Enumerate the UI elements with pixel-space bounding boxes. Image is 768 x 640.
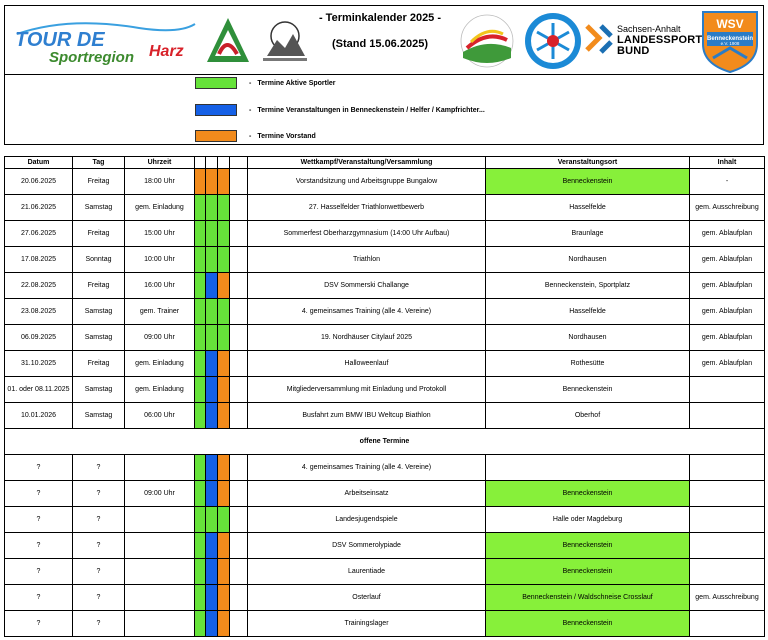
table-row — [5, 247, 765, 273]
cell-color-2 — [206, 507, 218, 533]
legend-item-aktive — [195, 77, 336, 89]
cell-spacer — [230, 351, 248, 377]
cell-uhrzeit: gem. Einladung — [125, 195, 195, 221]
cell-ort: Rothesütte — [486, 351, 690, 377]
table-row — [5, 559, 765, 585]
cell-spacer — [230, 481, 248, 507]
cell-color-3 — [218, 351, 230, 377]
cell-event: DSV Sommerolypiade — [248, 533, 486, 559]
cell-tag: Samstag — [73, 325, 125, 351]
cell-event: Trainingslager — [248, 611, 486, 637]
cell-event: Halloweenlauf — [248, 351, 486, 377]
cell-inhalt: - — [690, 169, 765, 195]
cell-uhrzeit: gem. Einladung — [125, 351, 195, 377]
cell-color-3 — [218, 403, 230, 429]
cell-datum: 31.10.2025 — [5, 351, 73, 377]
landessportbund-logo — [583, 22, 615, 56]
cell-uhrzeit: 18:00 Uhr — [125, 169, 195, 195]
cell-ort: Oberhof — [486, 403, 690, 429]
cell-datum: 23.08.2025 — [5, 299, 73, 325]
cell-uhrzeit: 10:00 Uhr — [125, 247, 195, 273]
col-header-datum: Datum — [5, 157, 73, 169]
cell-spacer — [230, 585, 248, 611]
cell-tag: ? — [73, 585, 125, 611]
table-row — [5, 533, 765, 559]
legend — [4, 75, 764, 145]
cell-color-1 — [195, 273, 206, 299]
table-body — [5, 169, 765, 637]
stand-date: (Stand 15.06.2025) — [332, 38, 428, 50]
cell-spacer — [230, 169, 248, 195]
table-row — [5, 169, 765, 195]
cell-tag: Samstag — [73, 377, 125, 403]
table-row — [5, 221, 765, 247]
cell-uhrzeit — [125, 455, 195, 481]
col-header-color-3 — [218, 157, 230, 169]
legend-dash: - — [249, 106, 252, 114]
cell-color-1 — [195, 325, 206, 351]
cell-ort: Halle oder Magdeburg — [486, 507, 690, 533]
cell-color-2 — [206, 169, 218, 195]
cell-event: 19. Nordhäuser Citylauf 2025 — [248, 325, 486, 351]
cell-color-2 — [206, 585, 218, 611]
cell-inhalt: gem. Ablaufplan — [690, 247, 765, 273]
cell-event: Triathlon — [248, 247, 486, 273]
cell-tag: Samstag — [73, 403, 125, 429]
cell-inhalt: gem. Ablaufplan — [690, 221, 765, 247]
cell-color-1 — [195, 611, 206, 637]
cell-spacer — [230, 221, 248, 247]
cell-inhalt — [690, 533, 765, 559]
cell-uhrzeit: gem. Einladung — [125, 377, 195, 403]
cell-color-2 — [206, 299, 218, 325]
cell-color-1 — [195, 533, 206, 559]
cell-color-3 — [218, 273, 230, 299]
tour-logo-text-2: Sportregion — [49, 49, 134, 66]
col-header-spacer — [230, 157, 248, 169]
cell-datum: ? — [5, 507, 73, 533]
table-row — [5, 377, 765, 403]
legend-label: Termine Veranstaltungen in Benneckenstein / Helfer / Kampfrichter... — [257, 106, 485, 114]
cell-inhalt: gem. Ablaufplan — [690, 351, 765, 377]
table-row — [5, 325, 765, 351]
cell-event: Sommerfest Oberharzgymnasium (14:00 Uhr Aufbau) — [248, 221, 486, 247]
cell-tag: ? — [73, 533, 125, 559]
cell-spacer — [230, 403, 248, 429]
wsv-shield-logo — [699, 8, 761, 74]
cell-ort: Benneckenstein — [486, 377, 690, 403]
cell-color-1 — [195, 585, 206, 611]
cell-color-1 — [195, 403, 206, 429]
cell-tag: Freitag — [73, 273, 125, 299]
table-row — [5, 351, 765, 377]
cell-event: DSV Sommerski Challange — [248, 273, 486, 299]
sv-triangle-logo — [205, 16, 251, 66]
table-row — [5, 299, 765, 325]
wsv-logo-text-1: WSV — [716, 17, 744, 31]
cell-color-3 — [218, 247, 230, 273]
cell-spacer — [230, 611, 248, 637]
cell-color-1 — [195, 195, 206, 221]
cell-color-1 — [195, 507, 206, 533]
cell-tag: Freitag — [73, 169, 125, 195]
cell-color-2 — [206, 455, 218, 481]
cell-spacer — [230, 299, 248, 325]
wsv-logo-text-2: Benneckenstein — [706, 36, 754, 42]
cell-uhrzeit: 15:00 Uhr — [125, 221, 195, 247]
cell-datum: ? — [5, 611, 73, 637]
cell-spacer — [230, 247, 248, 273]
cell-uhrzeit — [125, 533, 195, 559]
cell-tag: Freitag — [73, 221, 125, 247]
cell-color-2 — [206, 403, 218, 429]
table-row — [5, 273, 765, 299]
table-row — [5, 507, 765, 533]
cell-ort: Benneckenstein — [486, 559, 690, 585]
cell-color-1 — [195, 559, 206, 585]
cell-color-1 — [195, 247, 206, 273]
wsv-logo-text-3: e.V. 1908 — [720, 41, 740, 46]
cell-ort: Benneckenstein, Sportplatz — [486, 273, 690, 299]
cell-color-1 — [195, 299, 206, 325]
tour-logo-text-3: Harz — [149, 43, 184, 60]
cell-tag: Freitag — [73, 351, 125, 377]
cell-event: Landesjugendspiele — [248, 507, 486, 533]
cell-color-3 — [218, 533, 230, 559]
tour-de-harz-logo — [9, 12, 199, 68]
cell-tag: Samstag — [73, 299, 125, 325]
legend-swatch-orange — [195, 130, 237, 142]
cell-color-3 — [218, 195, 230, 221]
cell-datum: ? — [5, 455, 73, 481]
table-row — [5, 611, 765, 637]
cell-inhalt — [690, 611, 765, 637]
cell-spacer — [230, 195, 248, 221]
cell-event: 27. Hasselfelder Triathlonwettbewerb — [248, 195, 486, 221]
cell-color-2 — [206, 325, 218, 351]
table-row — [5, 585, 765, 611]
landessportbund-text — [617, 24, 702, 57]
cell-color-3 — [218, 585, 230, 611]
cell-inhalt — [690, 559, 765, 585]
col-header-event: Wettkampf/Veranstaltung/Versammlung — [248, 157, 486, 169]
cell-color-3 — [218, 221, 230, 247]
cell-ort: Braunlage — [486, 221, 690, 247]
cell-uhrzeit — [125, 585, 195, 611]
cell-spacer — [230, 559, 248, 585]
cell-datum: ? — [5, 533, 73, 559]
cell-color-2 — [206, 559, 218, 585]
cell-event: 4. gemeinsames Training (alle 4. Vereine) — [248, 299, 486, 325]
legend-item-veranstaltungen — [195, 104, 485, 116]
cell-color-3 — [218, 377, 230, 403]
col-header-inhalt: Inhalt — [690, 157, 765, 169]
cell-datum: 01. oder 08.11.2025 — [5, 377, 73, 403]
cell-inhalt — [690, 377, 765, 403]
cell-color-2 — [206, 533, 218, 559]
cell-ort: Hasselfelde — [486, 195, 690, 221]
col-header-uhrzeit: Uhrzeit — [125, 157, 195, 169]
cell-inhalt — [690, 481, 765, 507]
table-row — [5, 195, 765, 221]
cell-ort: Benneckenstein — [486, 481, 690, 507]
cell-uhrzeit: 06:00 Uhr — [125, 403, 195, 429]
cell-ort: Benneckenstein — [486, 533, 690, 559]
cell-color-2 — [206, 377, 218, 403]
cell-color-2 — [206, 611, 218, 637]
cell-color-3 — [218, 507, 230, 533]
calendar-table — [4, 156, 765, 637]
cell-uhrzeit: 16:00 Uhr — [125, 273, 195, 299]
cell-tag: Samstag — [73, 195, 125, 221]
cell-spacer — [230, 325, 248, 351]
cell-event: Laurentiade — [248, 559, 486, 585]
cell-ort: Nordhausen — [486, 247, 690, 273]
cell-ort: Benneckenstein — [486, 611, 690, 637]
cell-color-2 — [206, 221, 218, 247]
cell-tag: ? — [73, 481, 125, 507]
cell-color-3 — [218, 611, 230, 637]
cell-ort: Benneckenstein — [486, 169, 690, 195]
cell-event: Mitgliederversammlung mit Einladung und Protokoll — [248, 377, 486, 403]
col-header-tag: Tag — [73, 157, 125, 169]
cell-inhalt — [690, 507, 765, 533]
cell-tag: ? — [73, 507, 125, 533]
cell-ort — [486, 455, 690, 481]
cell-inhalt — [690, 403, 765, 429]
table-row — [5, 481, 765, 507]
cell-color-3 — [218, 455, 230, 481]
cell-datum: 21.06.2025 — [5, 195, 73, 221]
cell-color-3 — [218, 559, 230, 585]
cell-color-1 — [195, 221, 206, 247]
cell-spacer — [230, 533, 248, 559]
legend-label: Termine Aktive Sportler — [257, 79, 336, 87]
cell-color-2 — [206, 481, 218, 507]
cell-datum: ? — [5, 585, 73, 611]
ski-association-logo — [523, 10, 583, 72]
lsb-line-1: Sachsen-Anhalt — [617, 24, 681, 34]
cell-color-3 — [218, 299, 230, 325]
cell-color-2 — [206, 273, 218, 299]
cell-spacer — [230, 455, 248, 481]
cell-event: Vorstandsitzung und Arbeitsgruppe Bungalow — [248, 169, 486, 195]
lsb-line-2: LANDESSPORT — [617, 34, 703, 46]
cell-inhalt: gem. Ausschreibung — [690, 195, 765, 221]
cell-datum: 27.06.2025 — [5, 221, 73, 247]
col-header-color-2 — [206, 157, 218, 169]
cell-tag: ? — [73, 559, 125, 585]
cell-color-2 — [206, 247, 218, 273]
cell-uhrzeit — [125, 611, 195, 637]
cell-color-1 — [195, 169, 206, 195]
cell-color-3 — [218, 169, 230, 195]
table-header-row — [5, 157, 765, 169]
legend-dash: - — [249, 79, 252, 87]
cell-event: 4. gemeinsames Training (alle 4. Vereine) — [248, 455, 486, 481]
cell-color-2 — [206, 195, 218, 221]
table-row — [5, 403, 765, 429]
cell-event: Osterlauf — [248, 585, 486, 611]
cell-tag: Sonntag — [73, 247, 125, 273]
cell-color-1 — [195, 481, 206, 507]
cell-datum: ? — [5, 481, 73, 507]
col-header-color-1 — [195, 157, 206, 169]
header-banner — [4, 5, 764, 75]
legend-item-vorstand — [195, 130, 316, 142]
cell-inhalt: gem. Ausschreibung — [690, 585, 765, 611]
cell-uhrzeit — [125, 559, 195, 585]
cell-ort: Hasselfelde — [486, 299, 690, 325]
legend-label: Termine Vorstand — [257, 132, 316, 140]
cell-color-1 — [195, 351, 206, 377]
cell-uhrzeit: 09:00 Uhr — [125, 325, 195, 351]
cell-spacer — [230, 507, 248, 533]
cell-uhrzeit: 09:00 Uhr — [125, 481, 195, 507]
cell-color-1 — [195, 455, 206, 481]
cell-color-1 — [195, 377, 206, 403]
table-row — [5, 455, 765, 481]
cell-datum: 22.08.2025 — [5, 273, 73, 299]
cell-ort: Nordhausen — [486, 325, 690, 351]
section-row — [5, 429, 765, 455]
tour-logo-text-1: TOUR DE — [15, 29, 105, 51]
cell-inhalt: gem. Ablaufplan — [690, 325, 765, 351]
cell-datum: 17.08.2025 — [5, 247, 73, 273]
legend-swatch-blue — [195, 104, 237, 116]
cell-color-3 — [218, 481, 230, 507]
cell-inhalt — [690, 455, 765, 481]
cell-event: Arbeitseinsatz — [248, 481, 486, 507]
cell-color-2 — [206, 351, 218, 377]
cell-uhrzeit — [125, 507, 195, 533]
cell-event: Busfahrt zum BMW IBU Weltcup Biathlon — [248, 403, 486, 429]
lsb-line-3: BUND — [617, 45, 650, 57]
cell-color-3 — [218, 325, 230, 351]
cell-spacer — [230, 273, 248, 299]
cell-inhalt: gem. Ablaufplan — [690, 299, 765, 325]
page-title: - Terminkalender 2025 - — [318, 12, 442, 24]
col-header-ort: Veranstaltungsort — [486, 157, 690, 169]
cell-tag: ? — [73, 611, 125, 637]
kreissportbund-logo — [457, 12, 517, 70]
cell-datum: ? — [5, 559, 73, 585]
legend-swatch-green — [195, 77, 237, 89]
cell-datum: 20.06.2025 — [5, 169, 73, 195]
cell-spacer — [230, 377, 248, 403]
cell-datum: 10.01.2026 — [5, 403, 73, 429]
section-label: offene Termine — [5, 429, 765, 455]
cell-inhalt: gem. Ablaufplan — [690, 273, 765, 299]
cell-uhrzeit: gem. Trainer — [125, 299, 195, 325]
cell-datum: 06.09.2025 — [5, 325, 73, 351]
cell-ort: Benneckenstein / Waldschneise Crosslauf — [486, 585, 690, 611]
cell-tag: ? — [73, 455, 125, 481]
legend-dash: - — [249, 132, 252, 140]
